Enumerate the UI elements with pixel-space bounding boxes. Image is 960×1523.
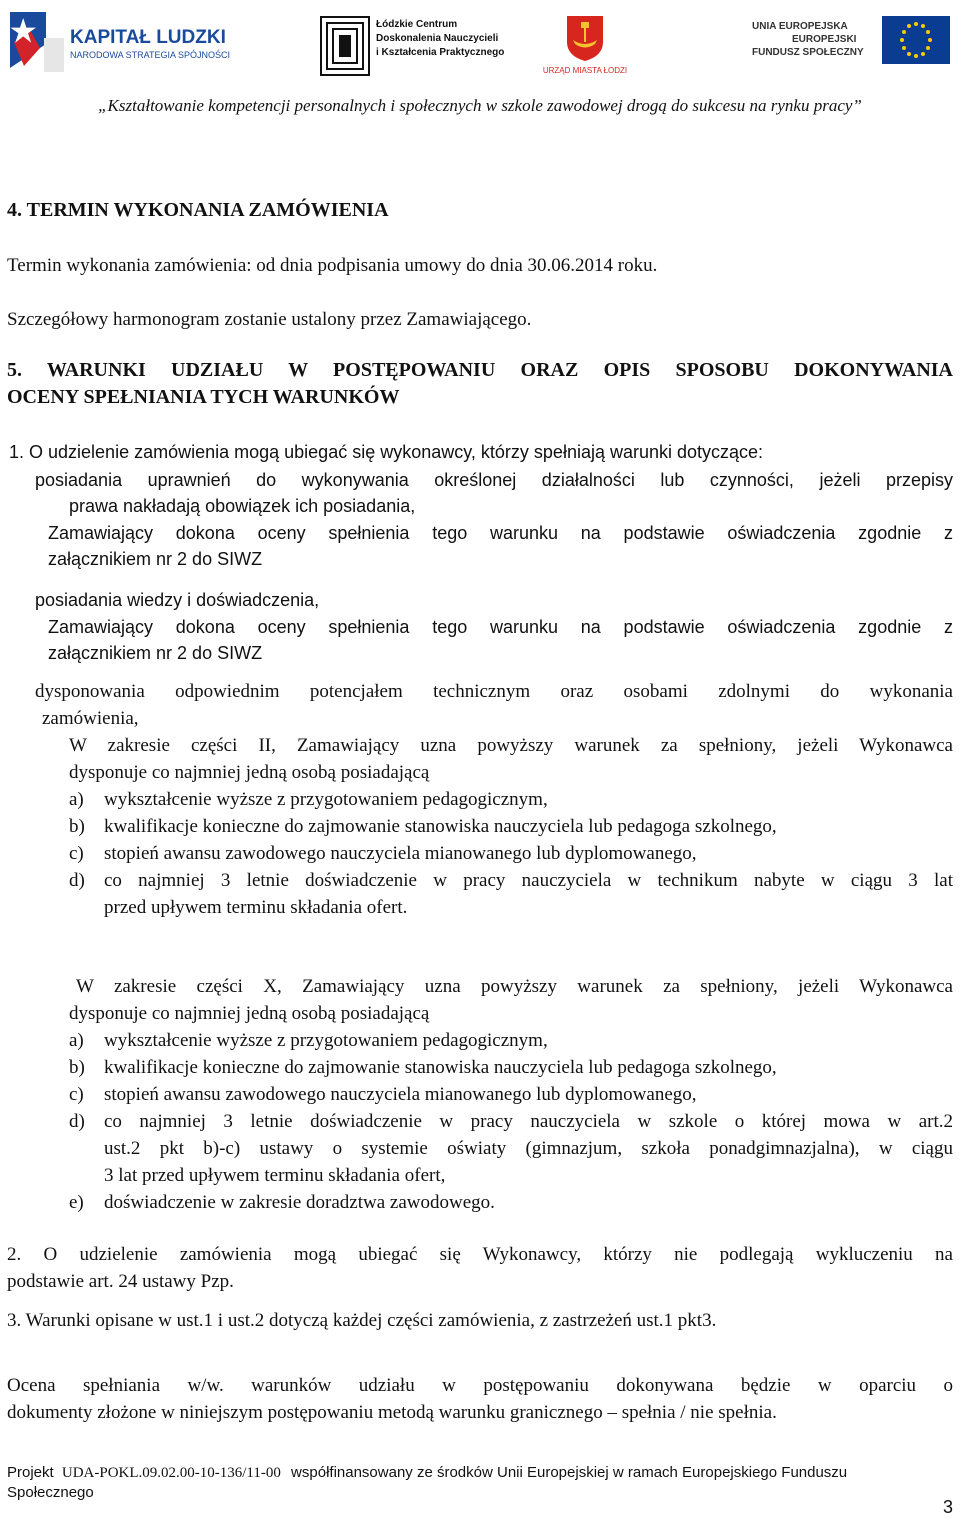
list-text: wykształcenie wyższe z przygotowaniem pedagogicznym,: [104, 789, 548, 810]
part-x-intro-line1: W zakresie części X, Zamawiający uzna powyższy warunek za spełniony, jeżeli Wykonawca: [76, 976, 953, 997]
condition-1b-assessment-line2: załącznikiem nr 2 do SIWZ: [48, 643, 263, 663]
condition-1c-line2: zamówienia,: [42, 708, 139, 729]
condition-1b-assessment-line1: Zamawiający dokona oceny spełnienia tego warunku na podstawie oświadczenia zgodnie z: [48, 617, 953, 637]
condition-2-line2: podstawie art. 24 ustawy Pzp.: [7, 1271, 234, 1292]
assessment-method-line2: dokumenty złożone w niniejszym postępowaniu metodą warunku granicznego – spełnia / nie spełnia.: [7, 1402, 777, 1423]
eu-line3: FUNDUSZ SPOŁECZNY: [752, 47, 864, 58]
eu-line2: EUROPEJSKI: [792, 34, 857, 45]
condition-1a-line1: posiadania uprawnień do wykonywania określonej działalności lub czynności, jeżeli przepisy: [35, 470, 953, 490]
list-marker: c): [69, 843, 84, 864]
project-tagline: „Kształtowanie kompetencji personalnych i społecznych w szkole zawodowej drogą do sukcesu na rynku pracy”: [98, 96, 862, 115]
kapital-ludzki-emblem-icon: [6, 8, 66, 74]
section-4-deadline: Termin wykonania zamówienia: od dnia podpisania umowy do dnia 30.06.2014 roku.: [7, 255, 658, 276]
section-4-heading: 4. TERMIN WYKONANIA ZAMÓWIENIA: [7, 199, 389, 221]
lcdnikp-logo: [320, 14, 505, 76]
condition-1b: posiadania wiedzy i doświadczenia,: [35, 590, 320, 610]
square-spiral-icon: [320, 16, 370, 76]
footer-line2: Społecznego: [7, 1484, 94, 1501]
page-number: 3: [942, 1497, 953, 1517]
condition-1c-line1: dysponowania odpowiednim potencjałem technicznym oraz osobami zdolnymi do wykonania: [35, 681, 953, 702]
part-ii-intro-line2: dysponuje co najmniej jedną osobą posiadającą: [69, 762, 430, 783]
list-marker: b): [69, 1057, 85, 1078]
lcdnikp-line2: Doskonalenia Nauczycieli: [376, 33, 499, 44]
list-text-continued: przed upływem terminu składania ofert.: [104, 897, 408, 918]
section-5-heading-line2: OCENY SPEŁNIANIA TYCH WARUNKÓW: [7, 386, 400, 408]
list-text: co najmniej 3 letnie doświadczenie w pracy nauczyciela w technikum nabyte w ciągu 3 lat: [104, 870, 953, 891]
eu-flag-icon: [882, 16, 950, 64]
list-marker: e): [69, 1192, 84, 1213]
list-text: stopień awansu zawodowego nauczyciela mianowanego lub dyplomowanego,: [104, 843, 697, 864]
part-x-intro-line2: dysponuje co najmniej jedną osobą posiadającą: [69, 1003, 430, 1024]
footer-cofinancing: współfinansowany ze środków Unii Europejskiej w ramach Europejskiego Funduszu: [291, 1464, 848, 1481]
list-text-continued: 3 lat przed upływem terminu składania ofert,: [104, 1165, 446, 1186]
eu-line1: UNIA EUROPEJSKA: [752, 21, 848, 32]
list-marker: d): [69, 870, 85, 891]
list-text: stopień awansu zawodowego nauczyciela mianowanego lub dyplomowanego,: [104, 1084, 697, 1105]
list-text: doświadczenie w zakresie doradztwa zawodowego.: [104, 1192, 495, 1213]
list-text: co najmniej 3 letnie doświadczenie w pracy nauczyciela w szkole o której mowa w art.2: [104, 1111, 953, 1132]
lcdnikp-line3: i Kształcenia Praktycznego: [376, 47, 505, 58]
footer-project-label: Projekt: [7, 1464, 54, 1481]
list-marker: a): [69, 1030, 84, 1051]
urzad-miasta-lodzi-label: URZĄD MIASTA ŁODZI: [542, 66, 628, 75]
condition-3: 3. Warunki opisane w ust.1 i ust.2 dotyczą każdej części zamówienia, z zastrzeżeń ust.1 pkt3.: [7, 1310, 717, 1331]
list-text: wykształcenie wyższe z przygotowaniem pedagogicznym,: [104, 1030, 548, 1051]
part-ii-intro-line1: W zakresie części II, Zamawiający uzna powyższy warunek za spełniony, jeżeli Wykonawca: [69, 735, 953, 756]
list-text-continued: ust.2 pkt b)-c) ustawy o systemie oświaty (gimnazjum, szkoła ponadgimnazjalna), w ciągu: [104, 1138, 953, 1159]
kapital-ludzki-title: KAPITAŁ LUDZKI: [70, 27, 226, 48]
condition-1-intro: 1. O udzielenie zamówienia mogą ubiegać się wykonawcy, którzy spełniają warunki dotyczące:: [9, 442, 764, 462]
eu-logo: [752, 14, 952, 66]
section-4-schedule: Szczegółowy harmonogram zostanie ustalony przez Zamawiającego.: [7, 309, 532, 330]
kapital-ludzki-logo: [6, 8, 246, 78]
list-marker: d): [69, 1111, 85, 1132]
condition-1a-assessment-line2: załącznikiem nr 2 do SIWZ: [48, 549, 263, 569]
list-marker: c): [69, 1084, 84, 1105]
condition-1a-assessment-line1: Zamawiający dokona oceny spełnienia tego warunku na podstawie oświadczenia zgodnie z: [48, 523, 953, 543]
footer-project-number: UDA-POKL.09.02.00-10-136/11-00: [61, 1465, 281, 1481]
list-text: kwalifikacje konieczne do zajmowanie stanowiska nauczyciela lub pedagoga szkolnego,: [104, 816, 777, 837]
kapital-ludzki-subtitle: NARODOWA STRATEGIA SPÓJNOŚCI: [70, 50, 231, 60]
list-marker: b): [69, 816, 85, 837]
list-marker: a): [69, 789, 84, 810]
list-text: kwalifikacje konieczne do zajmowanie stanowiska nauczyciela lub pedagoga szkolnego,: [104, 1057, 777, 1078]
urzad-miasta-lodzi-logo: [530, 14, 640, 78]
footer-project-line: [7, 1463, 847, 1483]
lcdnikp-line1: Łódzkie Centrum: [376, 19, 458, 30]
section-5-heading-line1: 5. WARUNKI UDZIAŁU W POSTĘPOWANIU ORAZ OPIS SPOSOBU DOKONYWANIA: [7, 359, 953, 381]
condition-1a-line2: prawa nakładają obowiązek ich posiadania,: [69, 496, 416, 516]
assessment-method-line1: Ocena spełniania w/w. warunków udziału w postępowaniu dokonywana będzie w oparciu o: [7, 1375, 953, 1396]
condition-2-line1: 2. O udzielenie zamówienia mogą ubiegać się Wykonawcy, którzy nie podlegają wykluczeniu na: [7, 1244, 953, 1265]
lodz-shield-icon: [565, 14, 605, 62]
